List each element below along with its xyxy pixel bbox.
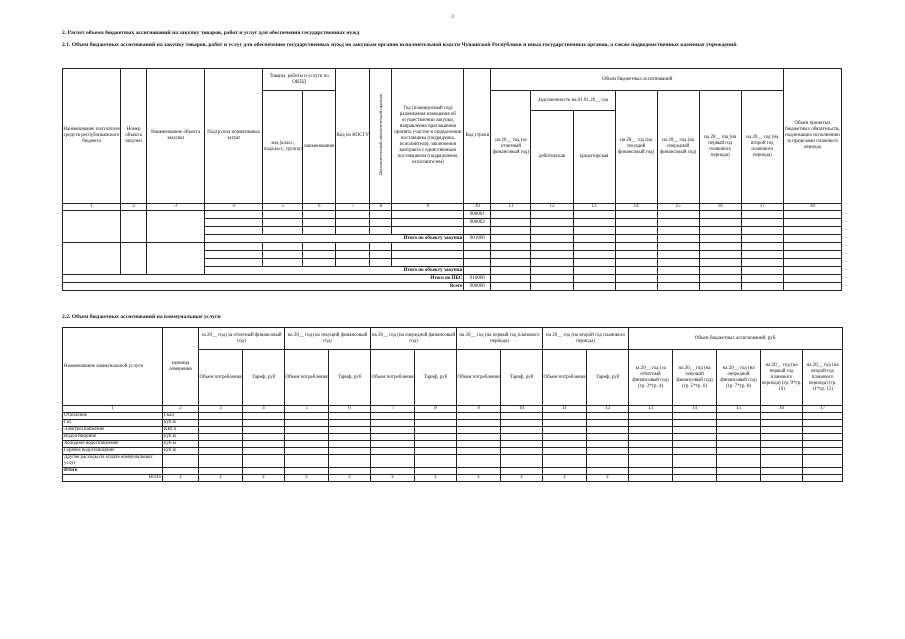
num-cell: 12 — [531, 204, 573, 211]
col-debt: Задолженность на 01.01.20__ год — [531, 91, 615, 111]
tariff-header: Тариф, руб — [243, 350, 285, 406]
num-cell: 7 — [336, 204, 370, 211]
service-unit: куб.м — [163, 448, 199, 455]
column-numbers-row — [63, 204, 842, 211]
num-cell: 9 — [392, 204, 464, 211]
service-unit — [163, 468, 199, 475]
section-2-title: 2. Расчет объема бюджетных ассигнований на закупку товаров, работ и услуг для обеспечения государственных нужд — [62, 30, 360, 36]
yr-next: на 20__ год (на очередной финансовый год) — [371, 328, 457, 350]
col-obligations: Объем принятых бюджетных обязательств, подлежащих исполнению за пределами планового периода — [783, 69, 841, 204]
table-row — [63, 211, 842, 219]
total-object-label: Итого по объекту закупки — [205, 235, 464, 243]
tariff-header: Тариф, руб — [587, 350, 629, 406]
num-cell: 16 — [761, 406, 803, 413]
col-line: Код строки — [464, 69, 491, 204]
num-cell: 6 — [303, 204, 336, 211]
tariff-header: Тариф, руб — [415, 350, 457, 406]
yr-current: на 20__ год (на текущий финансовый год) — [285, 328, 371, 350]
table-row — [63, 434, 843, 441]
procurement-table — [62, 68, 842, 291]
col-volume-rub: Объем бюджетных ассигнований, руб. — [629, 328, 843, 350]
v-plan1: на 20__ год (на первый год планового периода) (гр. 9*гр. 10) — [761, 350, 803, 406]
total-object-code: 001000 — [464, 235, 491, 243]
service-name: Газ — [63, 420, 163, 427]
section-21-title: 2.1. Объем бюджетных ассигнований на закупку товаров, работ и услуг для обеспечения государственных нужд по закупкам органов исполнительной власти Чувашской Республики и иных государственных органов, а также подведомственных казенных учреждений — [62, 42, 737, 48]
consumption-header: Объем потребления — [285, 350, 329, 406]
col-plan1: на 20__ год (на первый год планового периода) — [699, 91, 741, 204]
table-row — [63, 448, 843, 455]
num-cell: 11 — [543, 406, 587, 413]
num-cell: 5 — [285, 406, 329, 413]
service-unit: Гкал — [163, 413, 199, 420]
col-volume: Объем бюджетных ассигнований — [491, 69, 783, 91]
table-row — [63, 468, 843, 475]
service-unit: куб.м — [163, 441, 199, 448]
num-cell: 8 — [370, 204, 392, 211]
col-subgroup: Подгруппа нормативных затрат — [205, 69, 263, 204]
service-name: Итого — [63, 468, 163, 475]
consumption-header: Объем потребления — [371, 350, 415, 406]
table-row — [63, 283, 842, 291]
col-unit: единица измерения — [163, 328, 199, 406]
x-cell: х — [587, 475, 629, 482]
table-row — [63, 455, 843, 468]
yr-plan1: на 20__ год (на первый год планового периода) — [457, 328, 543, 350]
num-cell: 8 — [415, 406, 457, 413]
utilities-table — [62, 327, 843, 482]
num-cell: 10 — [464, 204, 491, 211]
v-next: на 20__ год (на очередной финансовый год) (гр. 7*гр. 8) — [717, 350, 761, 406]
num-cell: 10 — [501, 406, 543, 413]
x-cell: х — [199, 475, 243, 482]
col-credit: кредиторская — [573, 111, 615, 204]
tariff-header: Тариф, руб — [329, 350, 371, 406]
num-cell: 6 — [329, 406, 371, 413]
num-cell: 4 — [205, 204, 263, 211]
line-code: 000001 — [464, 211, 491, 219]
x-cell: х — [243, 475, 285, 482]
service-unit: КВт.ч — [163, 427, 199, 434]
num-cell: 12 — [587, 406, 629, 413]
total-pbs-code: 010000 — [464, 275, 491, 283]
num-cell: 9 — [457, 406, 501, 413]
num-cell: 2 — [163, 406, 199, 413]
x-cell: х — [285, 475, 329, 482]
service-name: Горячее водоснабжение — [63, 448, 163, 455]
service-unit: куб.м — [163, 434, 199, 441]
x-cell: х — [163, 475, 199, 482]
col-cur-year: на 20__ год (на текущий финансовый год) — [615, 91, 657, 204]
x-cell: х — [415, 475, 457, 482]
yr-report: за 20__ год (за отчетный финансовый год) — [199, 328, 285, 350]
col-goods: Товары, работы и услуги по ОКПД — [263, 69, 336, 91]
num-cell: 4 — [243, 406, 285, 413]
num-cell: 7 — [371, 406, 415, 413]
num-cell: 2 — [121, 204, 147, 211]
x-cell: х — [371, 475, 415, 482]
total-label: Всего — [63, 475, 163, 482]
service-name: Электроснабжение — [63, 427, 163, 434]
table-row — [63, 275, 842, 283]
col-prev-year: на 20__ год (за отчетный финансовый год) — [491, 91, 531, 204]
page-number: 3 — [451, 15, 454, 20]
col-debit: дебиторская — [531, 111, 573, 204]
service-name: Водоотведение — [63, 434, 163, 441]
total-object-label-2: Итого по объекту закупки — [205, 267, 464, 275]
table-row — [63, 420, 843, 427]
table-row — [63, 427, 843, 434]
x-cell: х — [329, 475, 371, 482]
col-kosgu: Код по КОСГУ — [336, 69, 370, 204]
col-extra-label: Дополнительный аналитический признак — [377, 93, 383, 176]
v-report: за 20__ год (за отчетный финансовый год) (гр. 3*гр. 4) — [629, 350, 673, 406]
total-all-label: Всего — [63, 283, 464, 291]
v-current: на 20__ год (на текущий финансовый год) (гр. 5*гр. 6) — [673, 350, 717, 406]
col-code: код (класс, подкласс, группа) — [263, 91, 303, 204]
v-plan2: на 20__ год (на второй год планового периода) (гр. 11*гр. 12) — [803, 350, 843, 406]
consumption-header: Объем потребления — [199, 350, 243, 406]
x-cell: х — [543, 475, 587, 482]
col-recipient: Наименование получателя средств республиканского бюджета — [63, 69, 121, 204]
num-cell: 11 — [491, 204, 531, 211]
line-code: 000002 — [464, 219, 491, 227]
col-object-no: Номер объекта закупки — [121, 69, 147, 204]
col-plan2: на 20__ год (на второй год планового периода) — [741, 91, 783, 204]
num-cell: 13 — [629, 406, 673, 413]
service-name: Холодное водоснабжение — [63, 441, 163, 448]
total-pbs-label: Итого по ПБС — [63, 275, 464, 283]
num-cell: 1 — [63, 204, 121, 211]
col-name: наименование — [303, 91, 336, 204]
consumption-header: Объем потребления — [457, 350, 501, 406]
col-year: Год (планируемый год) размещения извещения об осуществлении закупки, направления приглашения принять участие в определении поставщика (подрядчика, исполнителя), заключения контракта с единственным поставщиком (подрядчиком, исполнителем) — [392, 69, 464, 204]
num-cell: 13 — [573, 204, 615, 211]
section-22-title: 2.2. Объем бюджетных ассигнований на коммунальные услуги — [62, 314, 221, 320]
service-name: Другие расходы по оплате коммунальных услуг — [63, 455, 163, 468]
table-row — [63, 441, 843, 448]
service-name: Отопление — [63, 413, 163, 420]
table-row — [63, 475, 843, 482]
table-row — [63, 243, 842, 251]
num-cell: 3 — [147, 204, 205, 211]
num-cell: 5 — [263, 204, 303, 211]
x-cell: х — [457, 475, 501, 482]
tariff-header: Тариф, руб — [501, 350, 543, 406]
table-row — [63, 413, 843, 420]
col-next-year: на 20__ год (на очередной финансовый год) — [657, 91, 699, 204]
num-cell: 16 — [699, 204, 741, 211]
num-cell: 14 — [673, 406, 717, 413]
col-object-name: Наименование объекта закупки — [147, 69, 205, 204]
num-cell: 17 — [803, 406, 843, 413]
total-all-code: 900000 — [464, 283, 491, 291]
col-extra — [370, 69, 392, 204]
yr-plan2: на 20__ год (на второй год планового периода) — [543, 328, 629, 350]
num-cell: 1 — [63, 406, 163, 413]
num-cell: 14 — [615, 204, 657, 211]
consumption-header: Объем потребления — [543, 350, 587, 406]
column-numbers-row — [63, 406, 843, 413]
x-cell: х — [501, 475, 543, 482]
num-cell: 3 — [199, 406, 243, 413]
num-cell: 15 — [717, 406, 761, 413]
num-cell: 18 — [783, 204, 841, 211]
col-service: Наименование коммунальной услуги — [63, 328, 163, 406]
service-unit: куб.м — [163, 420, 199, 427]
service-unit — [163, 455, 199, 468]
num-cell: 15 — [657, 204, 699, 211]
num-cell: 17 — [741, 204, 783, 211]
